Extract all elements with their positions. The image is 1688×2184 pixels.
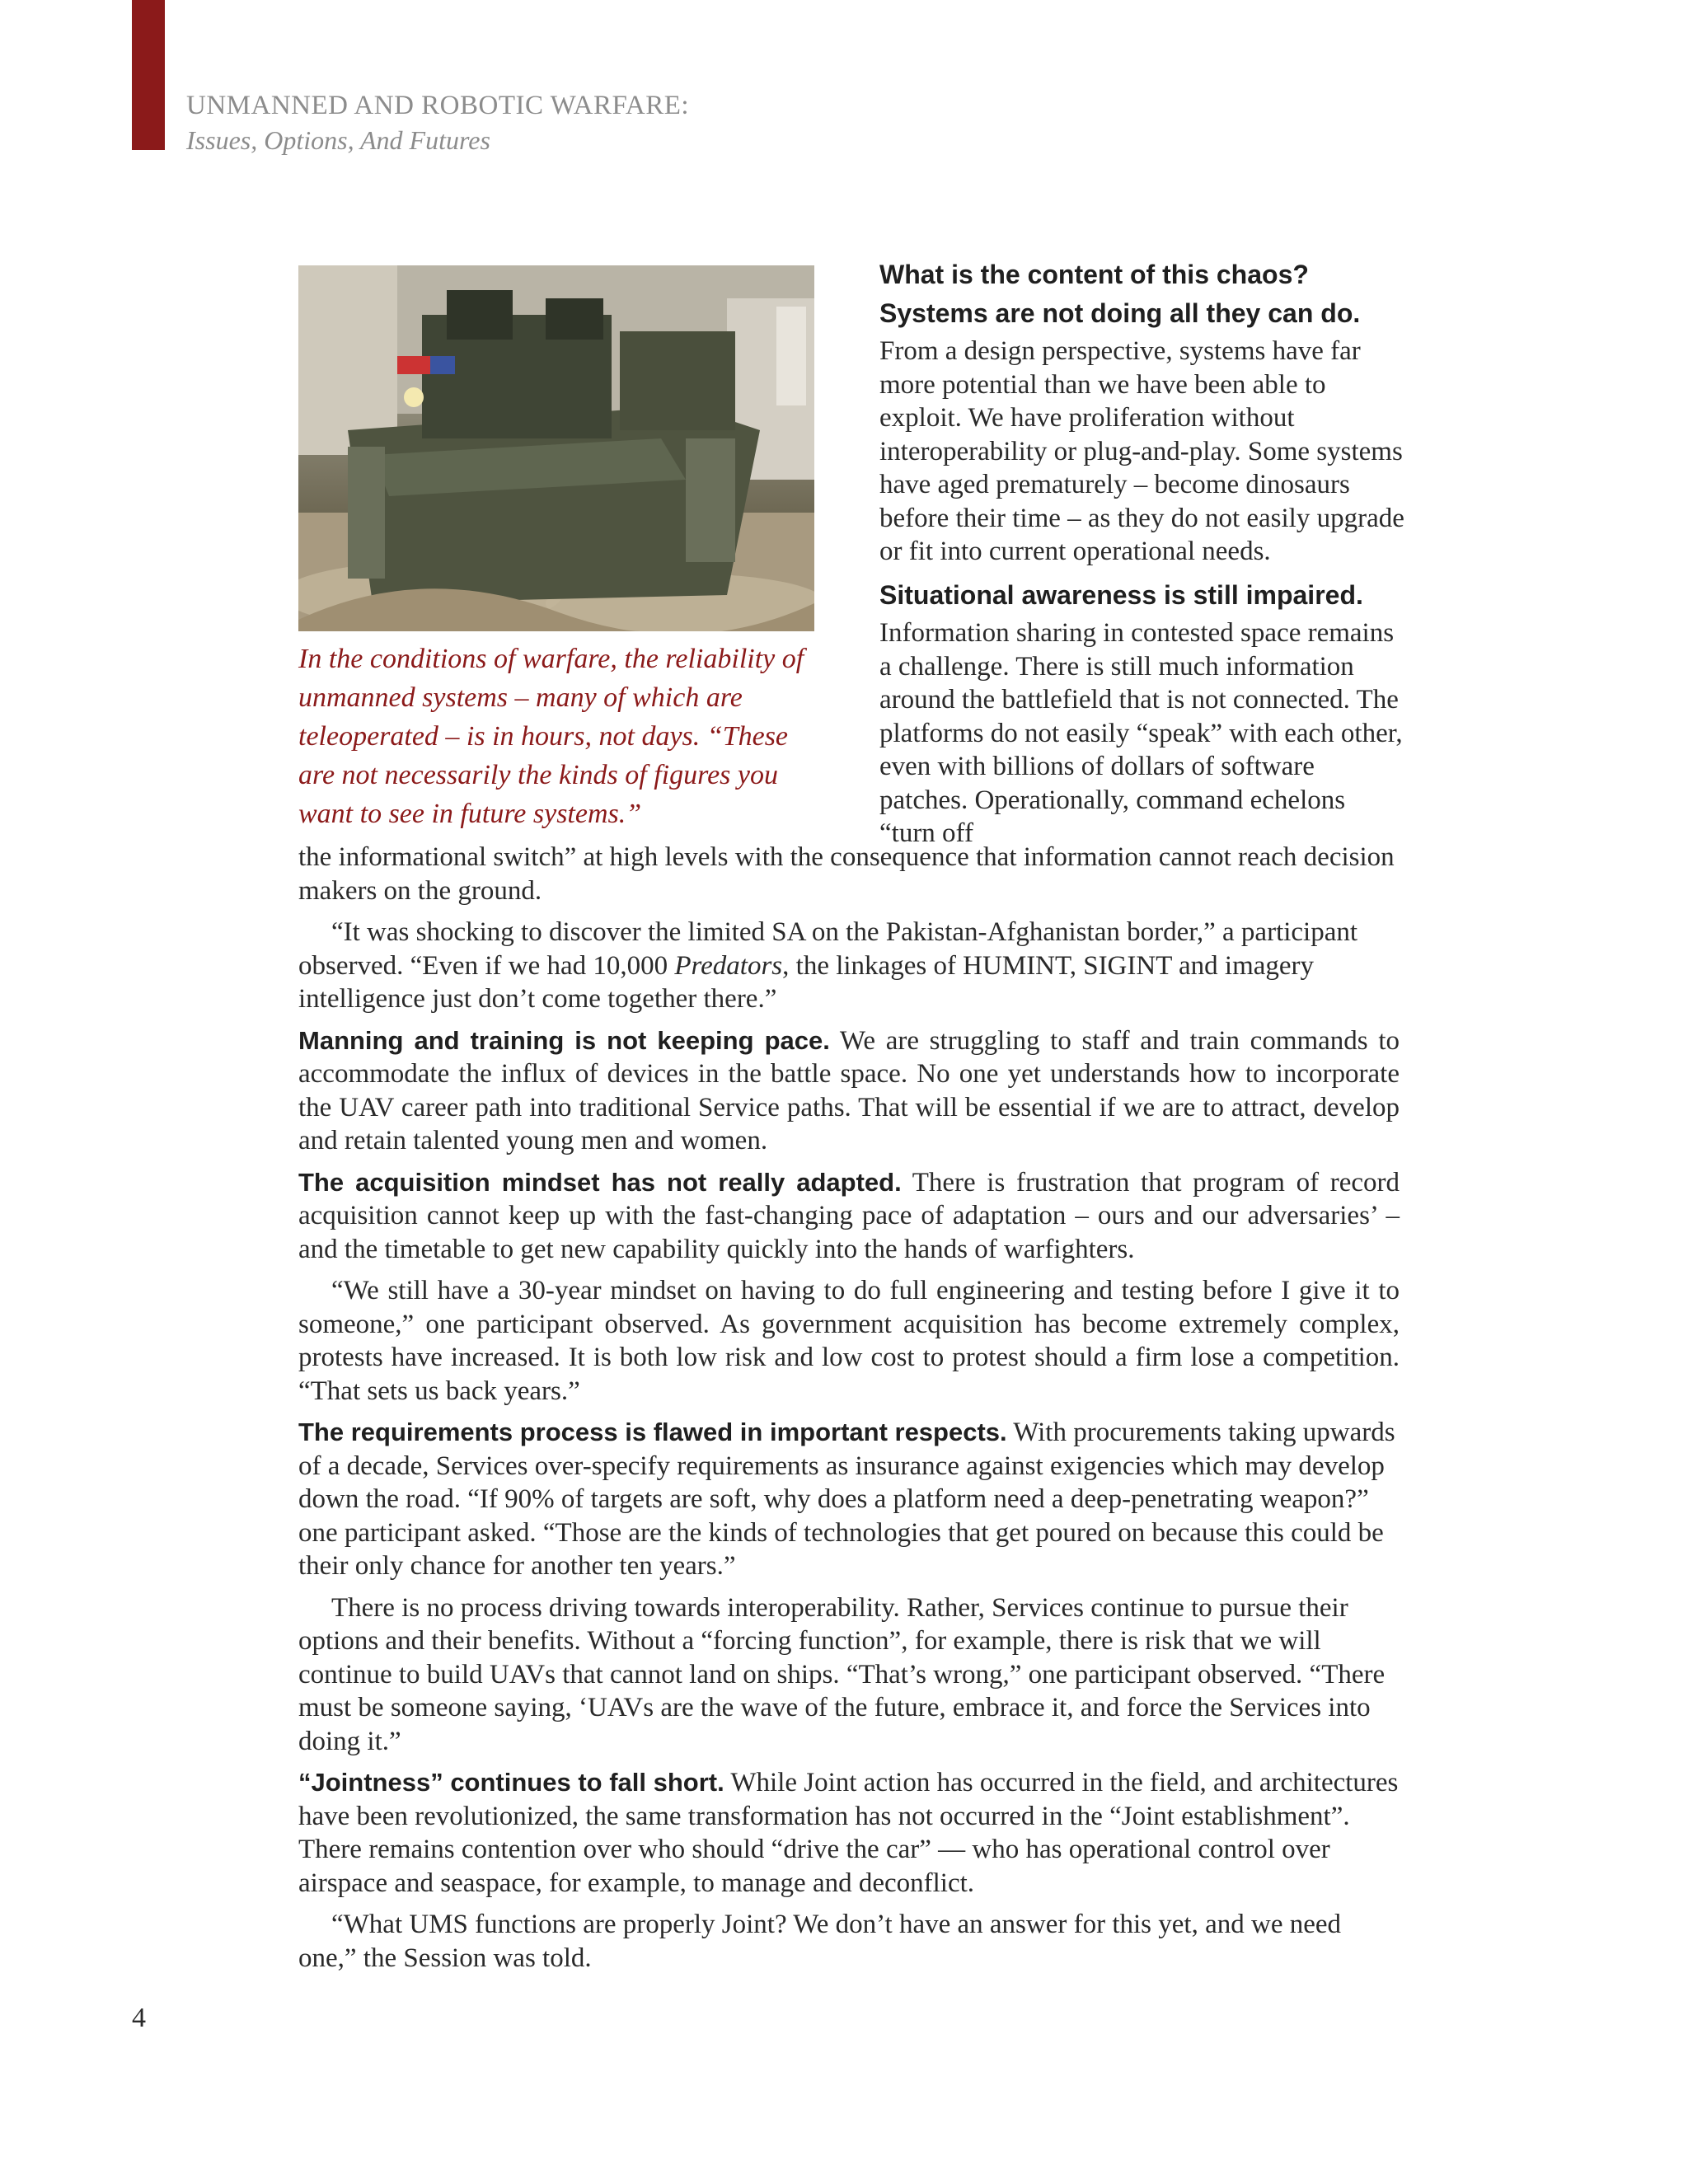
quote-paragraph-sa: “It was shocking to discover the limited SA on the Pakistan-Afghanistan border,” a participant observed. “Even if we had 10,000 Predators, the linkages of HUMINT, SIGINT and imagery intelligence just don’t come together there.” bbox=[298, 917, 1358, 1014]
photo-caption: In the conditions of warfare, the reliability of unmanned systems – many of which are teleoperated – is in hours, not days. “These are not necessarily the kinds of figures you want to see in future systems.” bbox=[298, 644, 804, 829]
armored-vehicle-photo bbox=[298, 265, 814, 631]
section-heading-manning: Manning and training is not keeping pace. bbox=[298, 1025, 830, 1055]
section-heading-systems: Systems are not doing all they can do. bbox=[879, 298, 1361, 328]
section-heading-situational-awareness: Situational awareness is still impaired. bbox=[879, 579, 1363, 610]
header-accent-bar bbox=[132, 0, 165, 150]
running-header-subtitle: Issues, Options, And Futures bbox=[186, 125, 490, 155]
right-column bbox=[879, 258, 1407, 860]
page-number: 4 bbox=[132, 2003, 146, 2033]
predators-term: Predators bbox=[674, 950, 783, 981]
section-manning: Manning and training is not keeping pace. We are struggling to staff and train commands to accommodate the influx of devices in the battle space. No one yet understands how to incorporate the UAV career path into traditional Service paths. That will be essential if we are to attract, develop and retain talented young men and women. bbox=[298, 1025, 1400, 1155]
section-question-heading: What is the content of this chaos? bbox=[879, 260, 1309, 289]
main-body bbox=[298, 841, 1400, 1983]
section-heading-jointness: “Jointness” continues to fall short. bbox=[298, 1768, 724, 1797]
paragraph-interoperability: There is no process driving towards interoperability. Rather, Services continue to pursue their options and their benefits. Without a “forcing function”, for example, there is risk that we will continue to build UAVs that cannot land on ships. “That’s wrong,” one participant observed. “There must be someone saying, ‘UAVs are the wave of the future, embrace it, and force the Services into doing it.” bbox=[298, 1592, 1386, 1756]
section-heading-requirements: The requirements process is flawed in important respects. bbox=[298, 1418, 1007, 1446]
section-requirements: The requirements process is flawed in important respects. With procurements taking upwards of a decade, Services over-specify requirements as insurance against exigencies which may develop down the road. “If 90% of targets are soft, why does a platform need a deep-penetrating weapon?” one participant asked. “Those are the kinds of technologies that get poured on because this could be their only chance for another ten years.” bbox=[298, 1418, 1395, 1581]
section-body-systems: From a design perspective, systems have far more potential than we have been able to exploit. We have proliferation without interoperability or plug-and-play. Some systems have aged prematurely – become dinosaurs before their time – as they do not easily upgrade or fit into current operational needs. bbox=[879, 336, 1404, 566]
running-header-title: UNMANNED AND ROBOTIC WARFARE: bbox=[186, 91, 690, 120]
section-heading-acquisition: The acquisition mindset has not really adapted. bbox=[298, 1167, 902, 1197]
section-acquisition: The acquisition mindset has not really adapted. There is frustration that program of record acquisition cannot keep up with the fast-changing pace of adaptation – ours and our adversaries’ – and the timetable to get new capability quickly into the hands of warfighters. bbox=[298, 1167, 1400, 1264]
quote-paragraph-jointness: “What UMS functions are properly Joint? We don’t have an answer for this yet, and we need one,” the Session was told. bbox=[298, 1910, 1342, 1973]
section-jointness: “Jointness” continues to fall short. While Joint action has occurred in the field, and architectures have been revolutionized, the same transformation has not occurred in the “Joint establishment”. There remains contention over who should “drive the car” — who has operational control over airspace and seaspace, for example, to manage and deconflict. bbox=[298, 1768, 1399, 1898]
continuation-paragraph: the informational switch” at high levels with the consequence that information cannot reach decision makers on the ground. bbox=[298, 842, 1395, 906]
section-body-situational-awareness: Information sharing in contested space remains a challenge. There is still much information around the battlefield that is not connected. The platforms do not easily “speak” with each other, even with billions of dollars of software patches. Operationally, command echelons “turn off bbox=[879, 618, 1403, 848]
quote-paragraph-acquisition: “We still have a 30-year mindset on having to do full engineering and testing before I give it to someone,” one participant observed. As government acquisition has become extremely complex, protests have increased. It is both low risk and low cost to protest should a firm lose a competition. “That sets us back years.” bbox=[298, 1276, 1400, 1406]
